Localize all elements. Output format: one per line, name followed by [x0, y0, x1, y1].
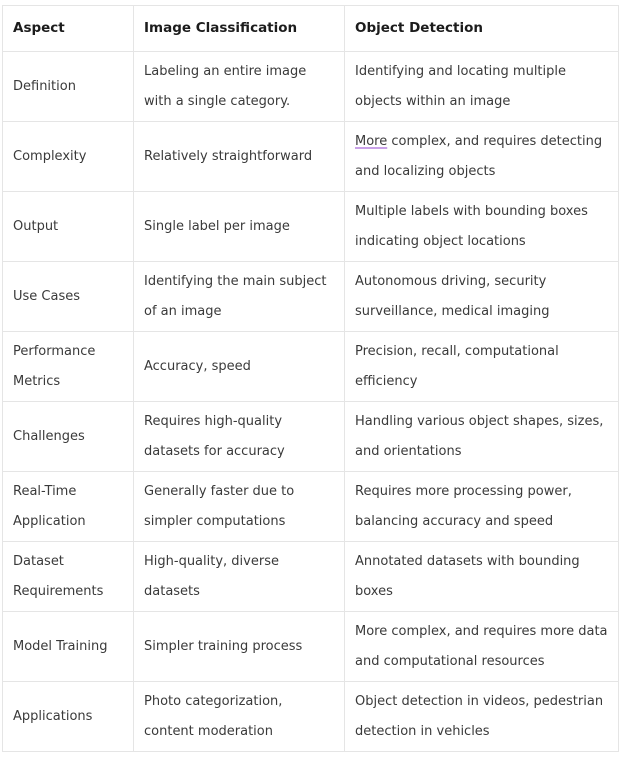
table-row	[3, 472, 619, 542]
cell-aspect: Dataset Requirements	[3, 542, 134, 612]
cell-image-classification: Labeling an entire image with a single category.	[134, 52, 345, 122]
cell-image-classification: Identifying the main subject of an image	[134, 262, 345, 332]
cell-object-detection: Handling various object shapes, sizes, and orientations	[345, 402, 619, 472]
cell-aspect: Model Training	[3, 612, 134, 682]
cell-aspect: Challenges	[3, 402, 134, 472]
table-row	[3, 682, 619, 752]
cell-object-detection: Autonomous driving, security surveillance, medical imaging	[345, 262, 619, 332]
table-row	[3, 192, 619, 262]
column-header-image-classification: Image Classification	[134, 6, 345, 52]
cell-aspect: Definition	[3, 52, 134, 122]
cell-aspect: Real-Time Application	[3, 472, 134, 542]
column-header-aspect: Aspect	[3, 6, 134, 52]
table-row	[3, 542, 619, 612]
cell-image-classification: Single label per image	[134, 192, 345, 262]
table-row	[3, 612, 619, 682]
cell-object-detection: Identifying and locating multiple objects within an image	[345, 52, 619, 122]
cell-object-detection	[345, 122, 619, 192]
cell-image-classification: Requires high-quality datasets for accuracy	[134, 402, 345, 472]
table-row	[3, 402, 619, 472]
cell-aspect: Performance Metrics	[3, 332, 134, 402]
cell-image-classification: High-quality, diverse datasets	[134, 542, 345, 612]
header-row	[3, 6, 619, 52]
cell-object-detection: Precision, recall, computational efficiency	[345, 332, 619, 402]
cell-object-detection: More complex, and requires more data and computational resources	[345, 612, 619, 682]
table-row	[3, 52, 619, 122]
cell-object-detection: Annotated datasets with bounding boxes	[345, 542, 619, 612]
cell-aspect: Use Cases	[3, 262, 134, 332]
column-header-object-detection: Object Detection	[345, 6, 619, 52]
table-row	[3, 332, 619, 402]
cell-object-detection: Object detection in videos, pedestrian detection in vehicles	[345, 682, 619, 752]
comparison-table	[2, 5, 619, 752]
suggestion-underlined-word: More	[355, 133, 388, 149]
cell-image-classification: Simpler training process	[134, 612, 345, 682]
cell-image-classification: Relatively straightforward	[134, 122, 345, 192]
cell-aspect: Applications	[3, 682, 134, 752]
cell-aspect: Complexity	[3, 122, 134, 192]
cell-image-classification: Generally faster due to simpler computations	[134, 472, 345, 542]
cell-object-detection: Multiple labels with bounding boxes indicating object locations	[345, 192, 619, 262]
cell-aspect: Output	[3, 192, 134, 262]
table-body	[3, 52, 619, 752]
table-row	[3, 262, 619, 332]
table-row	[3, 122, 619, 192]
cell-text: complex, and requires detecting and localizing objects	[355, 133, 603, 179]
cell-image-classification: Photo categorization, content moderation	[134, 682, 345, 752]
cell-object-detection: Requires more processing power, balancing accuracy and speed	[345, 472, 619, 542]
cell-image-classification: Accuracy, speed	[134, 332, 345, 402]
